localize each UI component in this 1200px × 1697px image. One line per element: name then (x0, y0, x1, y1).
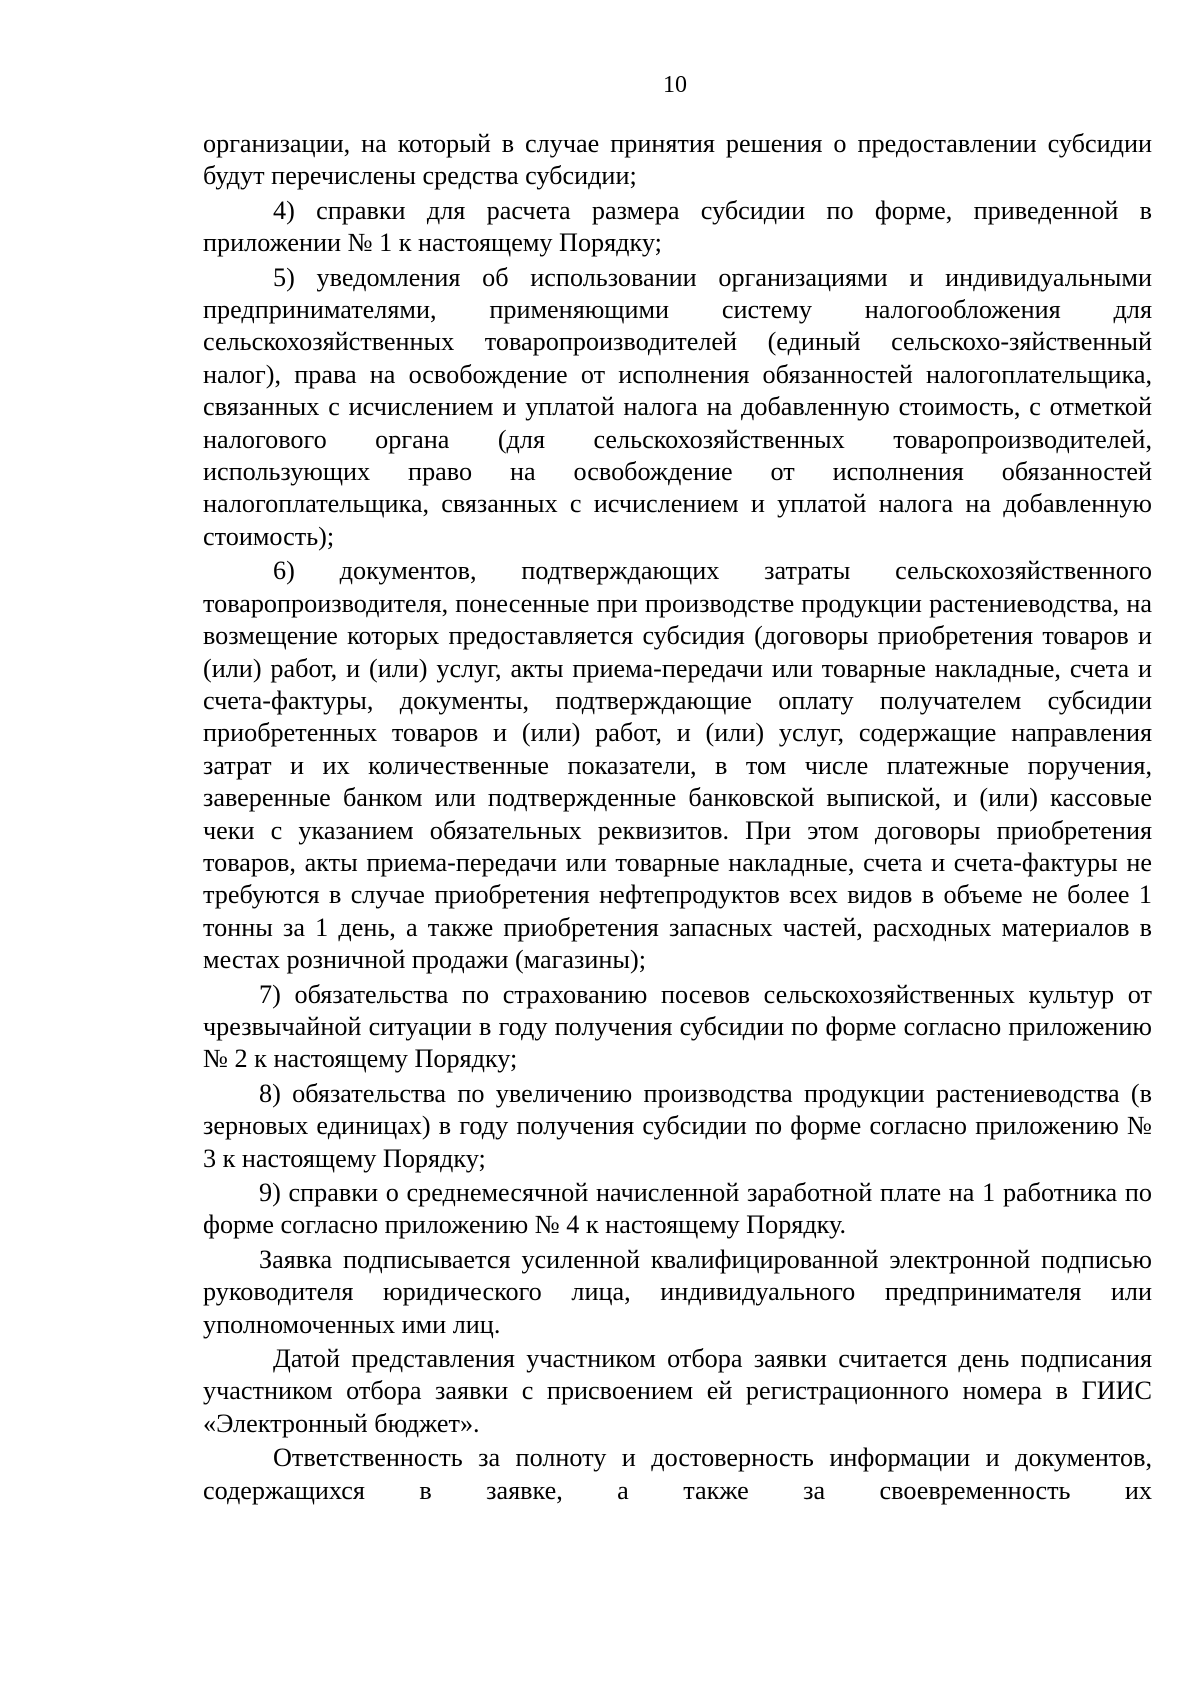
paragraph-item-5: 5) уведомления об использовании организациями и индивидуальными предпринимателями, применяющими систему налогообложения для сельскохозяйственных товаропроизводителей (единый сельскохо-зяйственный налог), права на освобождение от исполнения обязанностей налогоплательщика, связанных с исчислением и уплатой налога на добавленную стоимость, с отметкой налогового органа (для сельскохозяйственных товаропроизводителей, использующих право на освобождение от исполнения обязанностей налогоплательщика, связанных с исчислением и уплатой налога на добавленную стоимость); (203, 262, 1152, 551)
paragraph-item-7: 7) обязательства по страхованию посевов сельскохозяйственных культур от чрезвычайной ситуации в году получения субсидии по форме согласно приложению № 2 к настоящему Порядку; (203, 979, 1152, 1074)
paragraph-item-6: 6) документов, подтверждающих затраты сельскохозяйственного товаропроизводителя, понесенные при производстве продукции растениеводства, на возмещение которых предоставляется субсидия (договоры приобретения товаров и (или) работ, и (или) услуг, акты приема-передачи или товарные накладные, счета и счета-фактуры, документы, подтверждающие оплату получателем субсидии приобретенных товаров и (или) работ, и (или) услуг, содержащие направления затрат и их количественные показатели, в том числе платежные поручения, заверенные банком или подтвержденные банковской выпиской, и (или) кассовые чеки с указанием обязательных реквизитов. При этом договоры приобретения товаров, акты приема-передачи или товарные накладные, счета и счета-фактуры не требуются в случае приобретения нефтепродуктов всех видов в объеме не более 1 тонны за 1 день, а также приобретения запасных частей, расходных материалов в местах розничной продажи (магазины); (203, 556, 1152, 975)
paragraph-submission-date: Датой представления участником отбора заявки считается день подписания участником отбора заявки с присвоением ей регистрационного номера в ГИИС «Электронный бюджет». (203, 1344, 1152, 1438)
paragraph-item-4: 4) справки для расчета размера субсидии по форме, приведенной в приложении № 1 к настоящему Порядку; (203, 195, 1152, 258)
document-body (203, 128, 1152, 1509)
page-number: 10 (663, 72, 687, 98)
paragraph-item-8: 8) обязательства по увеличению производства продукции растениеводства (в зерновых единицах) в году получения субсидии по форме согласно приложению № 3 к настоящему Порядку; (203, 1078, 1152, 1173)
paragraph-responsibility: Ответственность за полноту и достоверность информации и документов, содержащихся в заявке, а также за своевременность их (203, 1443, 1152, 1505)
paragraph-item-9: 9) справки о среднемесячной начисленной заработной плате на 1 работника по форме согласно приложению № 4 к настоящему Порядку. (203, 1178, 1152, 1240)
paragraph-account-details: организации, на который в случае принятия решения о предоставлении субсидии будут перечислены средства субсидии; (203, 129, 1152, 191)
paragraph-signature: Заявка подписывается усиленной квалифицированной электронной подписью руководителя юридического лица, индивидуального предпринимателя или уполномоченных ими лиц. (203, 1244, 1152, 1339)
